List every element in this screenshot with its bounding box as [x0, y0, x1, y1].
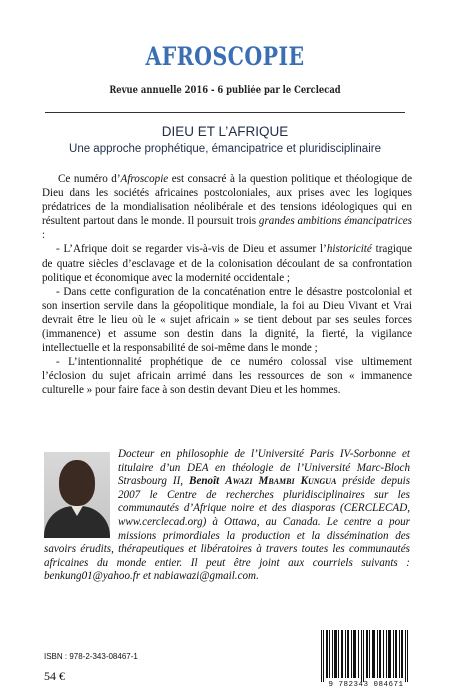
- journal-title: AFROSCOPIE: [145, 42, 305, 71]
- barcode-number: 9 782343 084671: [328, 681, 404, 689]
- journal-subtitle: Revue annuelle 2016 - 6 publiée par le Cerclecad: [109, 85, 341, 96]
- author-bio: [44, 448, 410, 584]
- ambition-item-2: - Dans cette configuration de la concaténation entre le désastre postcolonial et son insertion servile dans la géopolitique mondiale, la foi au Dieu Vivant et Vrai devrait être le lieu où le « sujet africain » se tient debout par ses seules forces (immanence) et assume son destin dans la dignité, la fierté, la vigilance intellectuelle et la responsabilité de soi-même dans le monde ;: [42, 285, 412, 355]
- isbn: ISBN : 978-2-343-08467-1: [44, 652, 138, 661]
- item1-text-a: - L’Afrique doit se regarder vis-à-vis de Dieu et assumer l’: [56, 243, 327, 256]
- ambition-item-1: [42, 242, 412, 284]
- author-name: [189, 475, 336, 487]
- bio-text-1: Docteur en philosophie de l’Université Paris IV-Sorbonne et titulaire d’un DEA en théologie de l’Université Marc-Bloch Strasbourg II,: [118, 448, 410, 488]
- bio-text-2: préside depuis 2007 le Centre de recherches pluridisciplinaires sur les communautés d’Afrique noire et des diasporas (CERCLECAD, www.cerclecad.org) à Ottawa, au Canada. Le centre a pour missions primordiales la production et la dissémination des savoirs érudits, thérapeutiques et libératoires à travers toutes les communautés africaines du monde entier. Il peut être joint aux courriels suivants : benkung01@yahoo.fr et nabiawazi@gmail.com.: [44, 475, 411, 583]
- intro-text-3: :: [42, 229, 46, 242]
- item1-text-b: tragique de quatre siècles d’esclavage et de la colonisation découlant de sa confrontation politique et économique avec la modernité occidentale ;: [42, 243, 412, 284]
- back-cover-summary: [42, 172, 412, 398]
- author-last-name: Awazi Mbambi Kungua: [225, 475, 337, 488]
- intro-paragraph: [42, 172, 412, 242]
- ambition-item-3: - L’intentionnalité prophétique de ce numéro colossal vise ultimement l’éclosion du sujet africain arrimé dans les ressources de son « immanence culturelle » pour faire face à son destin devant Dieu et les hommes.: [42, 356, 412, 397]
- intro-journal-name: Afroscopie: [120, 173, 169, 185]
- intro-text-1: Ce numéro d’: [58, 173, 121, 185]
- header-divider: [45, 112, 405, 113]
- author-first-name: Benoît: [189, 475, 226, 488]
- item1-emphasis: historicité: [326, 243, 372, 256]
- intro-ambitions: grandes ambitions émancipatrices: [258, 215, 412, 228]
- book-subtitle: Une approche prophétique, émancipatrice et pluridisciplinaire: [69, 143, 381, 155]
- price: 54 €: [44, 669, 65, 683]
- photo-spacer: [44, 448, 118, 540]
- barcode-bars: [317, 630, 413, 682]
- intro-text-2: est consacré à la question politique et théologique de Dieu dans les sociétés africaines postcoloniales, aux prises avec les logiques prédatrices de la mondialisation néolibérale et des tensions idéologiques qui en résultent partout dans le monde. Il poursuit trois: [42, 173, 413, 228]
- book-title: DIEU ET L’AFRIQUE: [161, 124, 289, 139]
